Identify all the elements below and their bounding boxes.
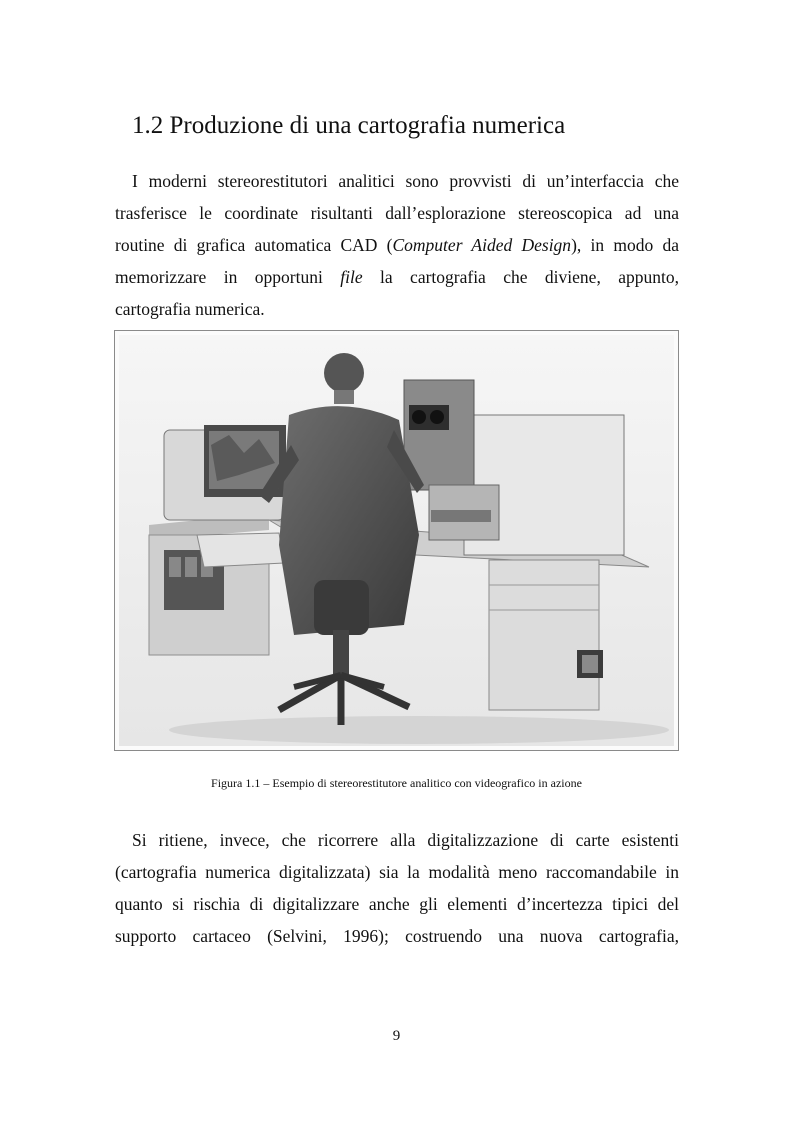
paragraph-line: Si ritiene, invece, che ricorrere alla digitalizzazione di carte esistenti: [132, 830, 679, 850]
paragraph-line: quanto si rischia di digitalizzare anche gli elementi d’incertezza tipici del: [115, 894, 679, 914]
paragraph-line: [115, 229, 679, 261]
paragraph-line: cartografia numerica.: [115, 299, 265, 319]
section-heading: 1.2 Produzione di una cartografia numerica: [132, 112, 566, 139]
page-number: 9: [392, 1028, 401, 1044]
paragraph-line: I moderni stereorestitutori analitici sono provvisti di un’interfaccia che: [132, 171, 679, 191]
text-run: memorizzare in opportuni: [115, 267, 341, 287]
paragraph-line: supporto cartaceo (Selvini, 1996); costruendo una nuova cartografia,: [115, 926, 679, 946]
paragraph-line: trasferisce le coordinate risultanti dall’esplorazione stereoscopica ad una: [115, 203, 679, 223]
figure-photo: [114, 330, 679, 751]
italic-term: file: [340, 267, 363, 287]
italic-term: Computer Aided Design: [392, 235, 572, 255]
paragraph-line: (cartografia numerica digitalizzata) sia la modalità meno raccomandabile in: [115, 862, 679, 882]
figure-caption: Figura 1.1 – Esempio di stereorestitutore analitico con videografico in azione: [211, 776, 582, 790]
text-run: routine di grafica automatica CAD (: [115, 235, 393, 255]
text-run: ), in modo da: [571, 235, 679, 255]
paragraph-intro: [115, 165, 679, 325]
text-run: la cartografia che diviene, appunto,: [362, 267, 679, 287]
paragraph-body: [115, 824, 679, 952]
stereoplotter-photo: [119, 335, 674, 746]
paragraph-line: [115, 261, 679, 293]
